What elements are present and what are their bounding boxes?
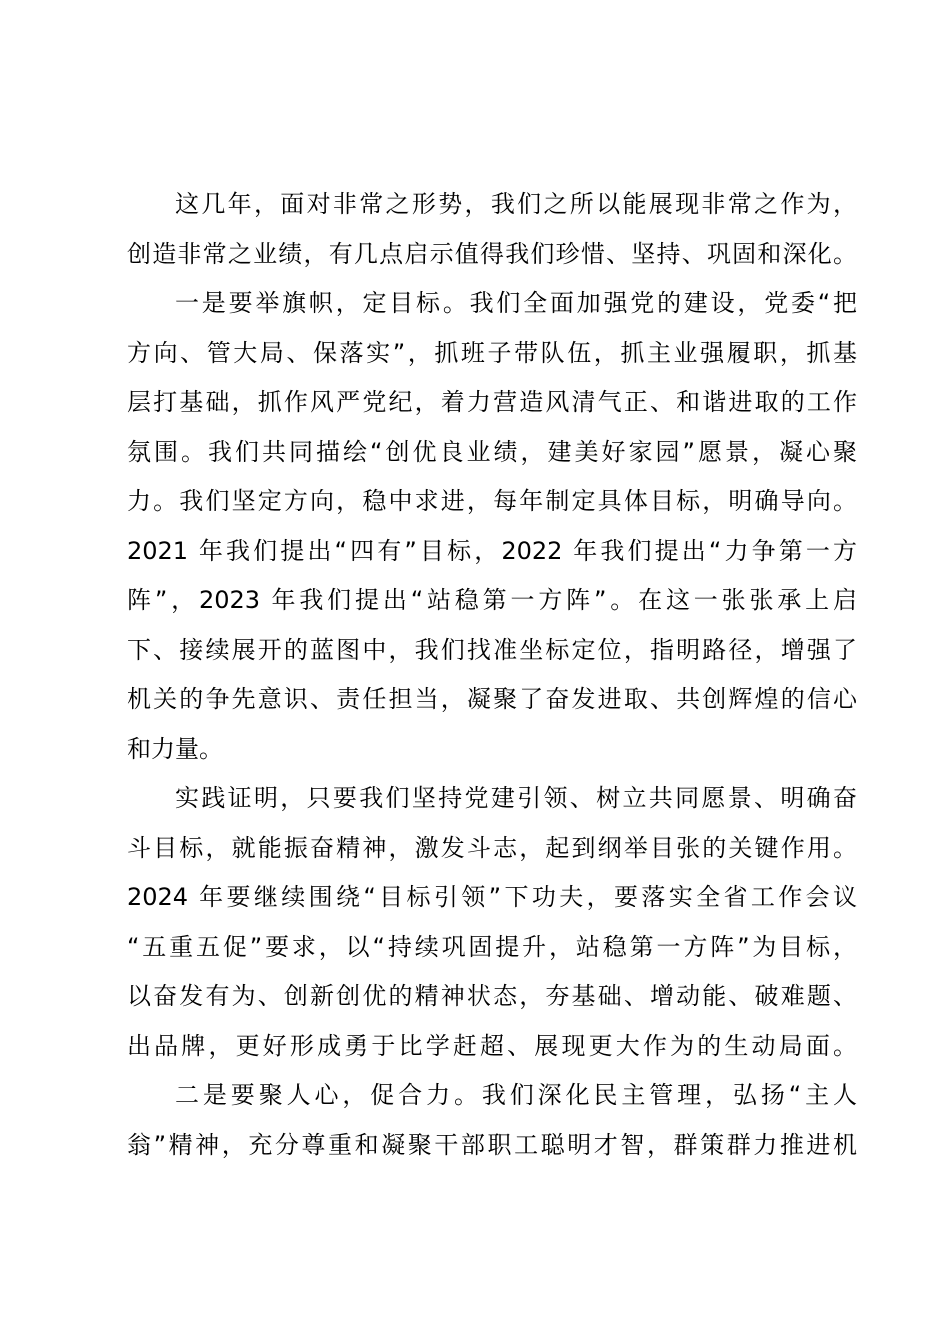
paragraph-3-line-4: “五重五促”要求，以“持续巩固提升，站稳第一方阵”为目标， <box>127 932 857 961</box>
paragraph-2-line-8: 下、接续展开的蓝图中，我们找准坐标定位，指明路径，增强了 <box>127 635 857 664</box>
paragraph-1-line-2: 创造非常之业绩，有几点启示值得我们珍惜、坚持、巩固和深化。 <box>127 239 857 268</box>
paragraph-2-line-2: 方向、管大局、保落实”，抓班子带队伍，抓主业强履职，抓基 <box>127 338 857 367</box>
paragraph-3-line-6: 出品牌，更好形成勇于比学赶超、展现更大作为的生动局面。 <box>127 1031 857 1060</box>
paragraph-2-line-6: 2021 年我们提出“四有”目标，2022 年我们提出“力争第一方 <box>127 536 857 565</box>
paragraph-3-line-5: 以奋发有为、创新创优的精神状态，夯基础、增动能、破难题、 <box>127 982 857 1010</box>
paragraph-3-line-1: 实践证明，只要我们坚持党建引领、树立共同愿景、明确奋 <box>175 784 857 812</box>
paragraph-2-line-9: 机关的争先意识、责任担当，凝聚了奋发进取、共创辉煌的信心 <box>127 685 857 713</box>
paragraph-4-line-2: 翁”精神，充分尊重和凝聚干部职工聪明才智，群策群力推进机 <box>127 1130 857 1159</box>
paragraph-3-line-3: 2024 年要继续围绕“目标引领”下功夫，要落实全省工作会议 <box>127 883 857 911</box>
document-body <box>127 180 857 1170</box>
paragraph-3-line-2: 斗目标，就能振奋精神，激发斗志，起到纲举目张的关键作用。 <box>127 833 857 862</box>
paragraph-2-line-4: 氛围。我们共同描绘“创优良业绩，建美好家园”愿景，凝心聚 <box>127 437 857 466</box>
paragraph-2-line-5: 力。我们坚定方向，稳中求进，每年制定具体目标，明确导向。 <box>127 487 857 515</box>
paragraph-2-line-10: 和力量。 <box>127 734 223 763</box>
paragraph-2-line-7: 阵”，2023 年我们提出“站稳第一方阵”。在这一张张承上启 <box>127 586 857 614</box>
paragraph-2-line-3: 层打基础，抓作风严党纪，着力营造风清气正、和谐进取的工作 <box>127 388 857 416</box>
paragraph-4-line-1: 二是要聚人心，促合力。我们深化民主管理，弘扬“主人 <box>175 1081 857 1109</box>
paragraph-2-line-1: 一是要举旗帜，定目标。我们全面加强党的建设，党委“把 <box>175 289 857 317</box>
paragraph-1-line-1: 这几年，面对非常之形势，我们之所以能展现非常之作为， <box>175 190 857 218</box>
